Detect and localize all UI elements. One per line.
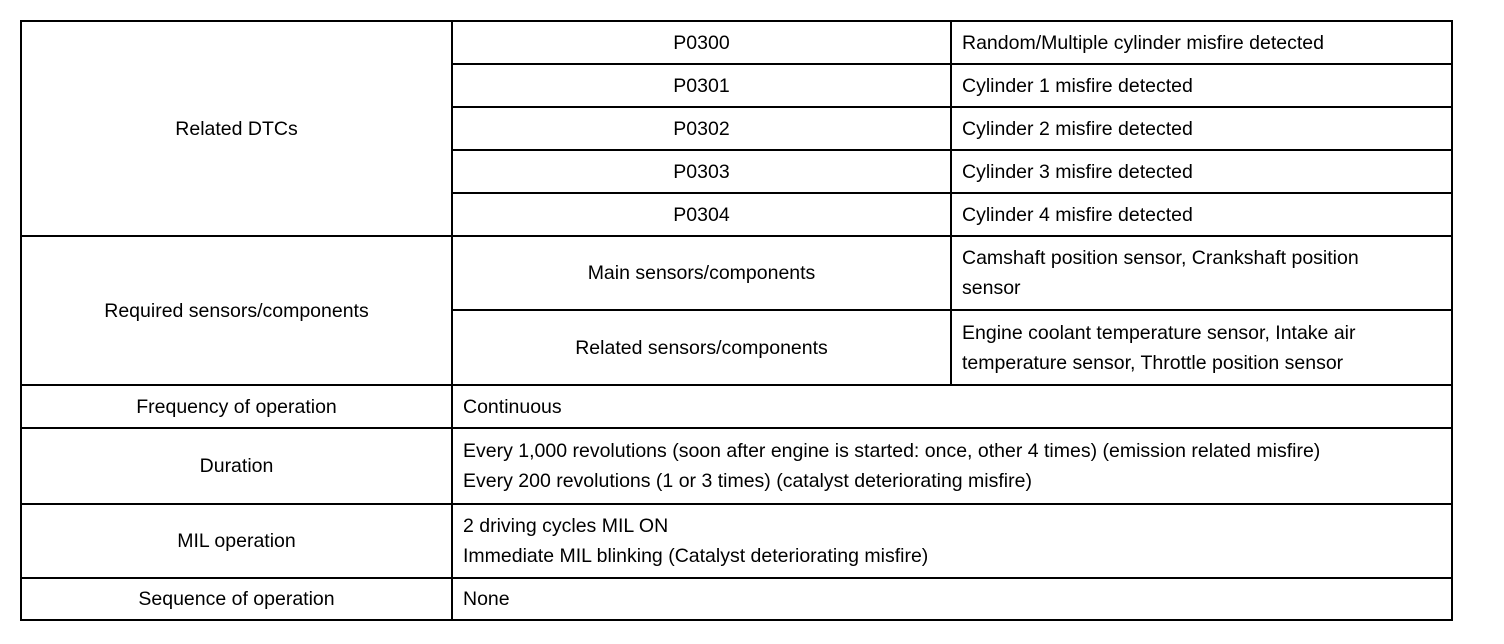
duration-line: Every 1,000 revolutions (soon after engine is started: once, other 4 times) (emission related misfire): [463, 440, 1321, 462]
dtc-description: Cylinder 1 misfire detected: [951, 64, 1452, 107]
mil-operation-label: MIL operation: [21, 504, 452, 578]
table-row: [21, 21, 1452, 64]
mil-operation-value: [452, 504, 1452, 578]
table-row: [21, 428, 1452, 504]
required-sensors-label: Required sensors/components: [21, 236, 452, 385]
dtc-description: Cylinder 4 misfire detected: [951, 193, 1452, 236]
dtc-code: P0302: [452, 107, 951, 150]
main-sensors-line: Camshaft position sensor, Crankshaft position: [962, 247, 1359, 269]
table-row: [21, 578, 1452, 620]
mil-operation-line: 2 driving cycles MIL ON: [463, 515, 669, 537]
main-sensors-label: Main sensors/components: [452, 236, 951, 310]
related-sensors-line: Engine coolant temperature sensor, Intake air: [962, 321, 1356, 344]
duration-value: [452, 428, 1452, 504]
dtc-code: P0300: [452, 21, 951, 64]
sequence-label: Sequence of operation: [21, 578, 452, 620]
sequence-value: None: [452, 578, 1452, 620]
table-row: [21, 385, 1452, 428]
main-sensors-value: [951, 236, 1452, 310]
dtc-description: Cylinder 3 misfire detected: [951, 150, 1452, 193]
dtc-description: Cylinder 2 misfire detected: [951, 107, 1452, 150]
related-sensors-label: Related sensors/components: [452, 310, 951, 385]
related-sensors-line: temperature sensor, Throttle position sensor: [962, 351, 1344, 374]
related-sensors-value: [951, 310, 1452, 385]
frequency-label: Frequency of operation: [21, 385, 452, 428]
dtc-specification-table: [20, 20, 1453, 621]
table-row: [21, 504, 1452, 578]
main-sensors-line: sensor: [962, 277, 1021, 299]
related-dtcs-label: Related DTCs: [21, 21, 452, 236]
dtc-code: P0303: [452, 150, 951, 193]
duration-label: Duration: [21, 428, 452, 504]
mil-operation-line: Immediate MIL blinking (Catalyst deteriorating misfire): [463, 545, 929, 567]
duration-line: Every 200 revolutions (1 or 3 times) (catalyst deteriorating misfire): [463, 470, 1032, 492]
dtc-code: P0301: [452, 64, 951, 107]
table-row: [21, 236, 1452, 310]
frequency-value: Continuous: [452, 385, 1452, 428]
dtc-code: P0304: [452, 193, 951, 236]
dtc-description: Random/Multiple cylinder misfire detected: [951, 21, 1452, 64]
